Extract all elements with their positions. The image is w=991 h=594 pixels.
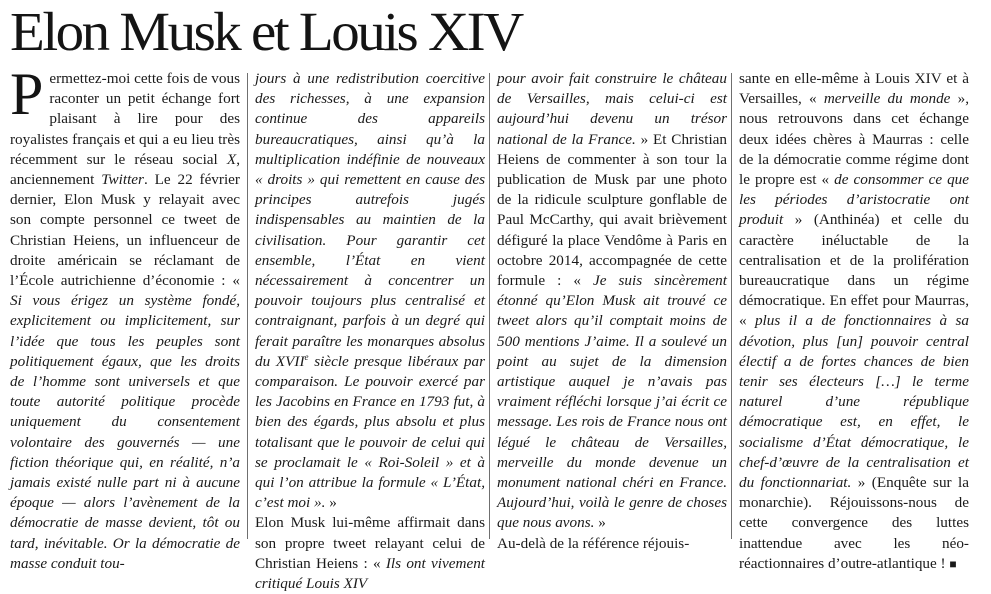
article-paragraph	[497, 534, 727, 554]
text-run: »	[594, 514, 606, 532]
text-run: ermettez-moi cette fois de vous raconter un petit échange fort plaisant à lire pour des royalistes français et qui a eu lieu très récemment sur le réseau social	[10, 70, 240, 168]
end-mark: ■	[949, 556, 957, 571]
text-run: » (Anthinéa) et celle du caractère inéluctable de la centralisation et de la prolifération bureaucratique dans un régime démocratique. En effet pour Maurras, «	[739, 211, 969, 330]
text-run: de consommer ce que les périodes d’aristocratie ont produit	[739, 171, 970, 229]
article-paragraph	[255, 69, 485, 513]
text-run: , anciennement	[10, 150, 240, 189]
text-run: Si vous érigez un système fondé, explicitement ou implicitement, sur l’idée que tous les peuples sont politiquement égaux, que les droits de l’homme sont universels et que toute autorité politique procède uniquement du consentement volontaire des gouvernés — une fiction théorique qui, en réalité, n’a jamais existé nulle part ni à aucune époque — alors l’avènement de la démocratie de masse devient, tôt ou tard, inévitable. Or la démocratie de masse conduit tou-	[10, 292, 240, 572]
text-run: plus il a de fonctionnaires à sa dévotion, plus [un] pouvoir central électif a de fortes chances de bien tenir ses électeurs […] le terme naturel d’une république démocratique est, en effet, le socialisme d’État démocratique, le chef-d’œuvre de la centralisation et du fonctionnariat.	[739, 312, 970, 492]
column-divider	[247, 73, 248, 539]
text-run: X	[226, 150, 237, 168]
text-run: jours à une redistribution coercitive des richesses, à une expansion continue des appareils bureaucratiques, ainsi qu’à la multiplication indéfinie de nouveaux « droits » qui remettent en cause des principes autrefois jugés indispensables au maintien de la civilisation. Pour garantir cet ensemble, l’État en vient nécessairement à concentrer un pouvoir toujours plus centralisé et contraignant, parfois à un degré qui ferait paraître les monarques absolus du XVII	[255, 70, 485, 370]
text-run: Je suis sincèrement étonné qu’Elon Musk ait trouvé ce tweet alors qu’il comptait moins de 500 mentions J’aime. Il a soulevé un point au sujet de la dimension artistique auquel je n’avais pas vraiment réfléchi lorsque j’ai écrit ce message. Les rois de France nous ont légué le château de Versailles, merveille du monde devenue un monument national chéri en France. Aujourd’hui, voilà le genre de choses que nous avons.	[497, 272, 727, 532]
text-run: » (Enquête sur la monarchie). Réjouissons-nous de cette convergence des luttes inattendue avec les néo-réactionnaires d’outre-atlantique !	[739, 474, 969, 572]
text-run: Ils ont vivement critiqué Louis XIV	[255, 554, 486, 593]
column-divider	[731, 73, 732, 539]
text-run: merveille du monde	[823, 90, 951, 108]
article-paragraph	[739, 69, 969, 574]
article-column-4	[739, 69, 969, 574]
text-run: siècle presque libéraux par comparaison. Le pouvoir exercé par les Jacobins en France en 1793 fut, à bien des égards, plus absolu et plus totalisant que le pouvoir de celui qui se proclamait le « Roi-Soleil » et à qui l’on attribue la formule « L’État, c’est moi ».	[255, 352, 485, 512]
text-run: sante en elle-même à Louis XIV et à Versailles, «	[739, 70, 969, 108]
text-run: pour avoir fait construire le château de Versailles, mais celui-ci est aujourd’hui devenu un trésor national de la France.	[497, 70, 727, 148]
article-title: Elon Musk et Louis XIV	[10, 2, 522, 63]
article-column-3	[497, 69, 727, 554]
article-column-1	[10, 61, 240, 574]
text-run: » Et Christian Heiens de commenter à son tour la publication de Musk par une photo de la ridicule sculpture gonflable de Paul McCarthy, qui avait brièvement défiguré la place Vendôme à Paris en octobre 2014, accompagnée de cette formule : «	[497, 130, 727, 290]
drop-cap: P	[10, 61, 44, 127]
article-paragraph	[497, 69, 727, 534]
text-run: Elon Musk lui-même affirmait dans son propre tweet relayant celui de Christian Heiens : «	[255, 514, 485, 572]
text-run: Twitter	[101, 171, 144, 189]
text-run: Au-delà de la référence réjouis-	[497, 534, 690, 552]
text-run: e	[304, 351, 309, 362]
column-divider	[489, 73, 490, 539]
text-run: »	[325, 494, 337, 512]
text-run: . Le 22 février dernier, Elon Musk y relayait avec son compte personnel ce tweet de Christian Heiens, un influenceur de droite américain se réclamant de l’École autrichienne d’économie : «	[10, 171, 240, 290]
text-run: », nous retrouvons dans cet échange deux idées chères à Maurras : celle de la démocratie comme régime dont le propre est «	[739, 90, 969, 189]
article-paragraph	[255, 513, 485, 594]
article-column-2	[255, 69, 485, 594]
article-paragraph	[10, 61, 240, 574]
